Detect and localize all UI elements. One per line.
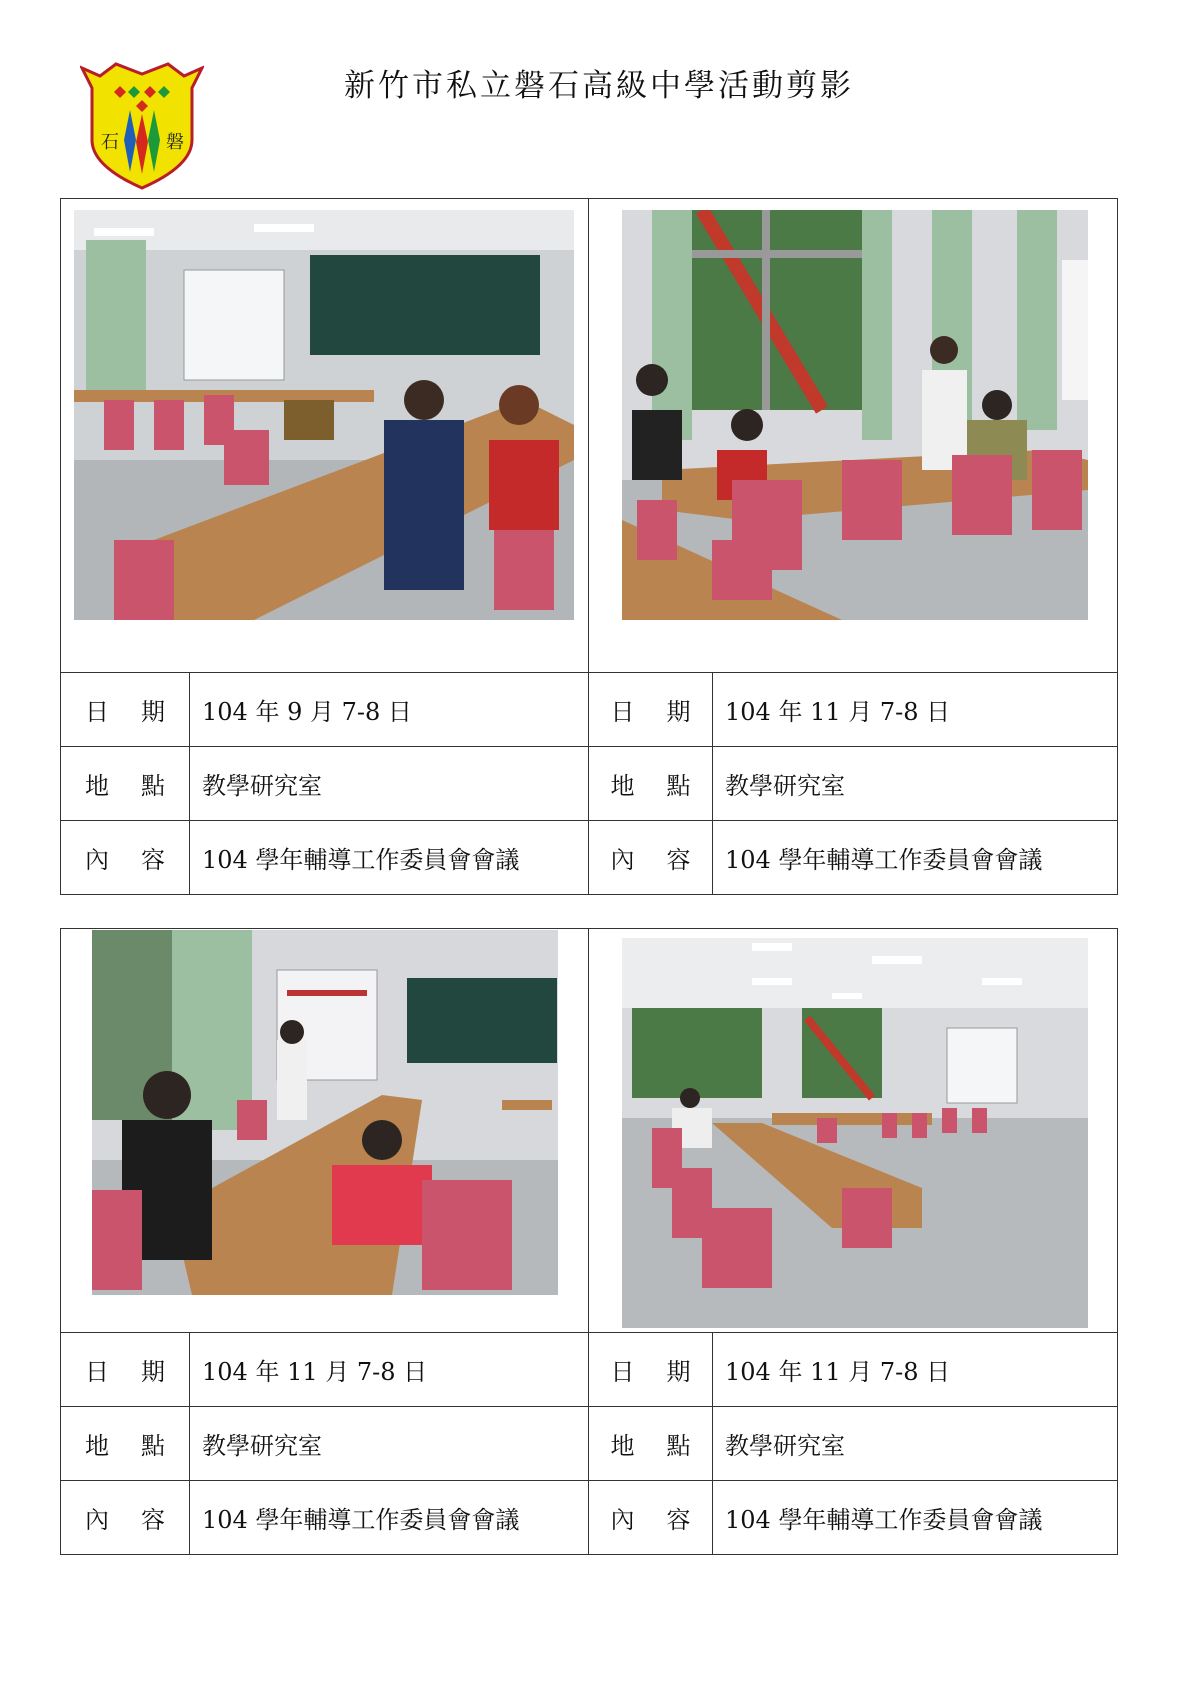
activity-table-1 [60, 198, 1118, 895]
content-label: 內 容 [589, 1481, 713, 1555]
place-value: 教學研究室 [190, 747, 589, 821]
content-value: 104 學年輔導工作委員會會議 [190, 821, 589, 895]
date-label: 日 期 [61, 1333, 190, 1407]
date-value: 104 年 11 月 7-8 日 [190, 1333, 589, 1407]
meeting-photo [92, 930, 558, 1295]
content-value: 104 學年輔導工作委員會會議 [713, 1481, 1118, 1555]
content-value: 104 學年輔導工作委員會會議 [190, 1481, 589, 1555]
date-value: 104 年 11 月 7-8 日 [713, 1333, 1118, 1407]
date-label: 日 期 [589, 1333, 713, 1407]
date-value: 104 年 9 月 7-8 日 [190, 673, 589, 747]
date-label: 日 期 [61, 673, 190, 747]
place-label: 地 點 [61, 1407, 190, 1481]
meeting-photo [74, 210, 574, 620]
page-title: 新竹市私立磐石高級中學活動剪影 [344, 68, 854, 104]
date-value: 104 年 11 月 7-8 日 [713, 673, 1118, 747]
place-label: 地 點 [589, 1407, 713, 1481]
place-value: 教學研究室 [713, 1407, 1118, 1481]
activity-table-2 [60, 928, 1118, 1555]
place-label: 地 點 [589, 747, 713, 821]
svg-text:磐: 磐 [166, 132, 184, 153]
content-label: 內 容 [61, 1481, 190, 1555]
svg-text:石: 石 [101, 132, 119, 153]
photo-cell [61, 929, 589, 1333]
photo-cell [61, 199, 589, 673]
place-label: 地 點 [61, 747, 190, 821]
content-value: 104 學年輔導工作委員會會議 [713, 821, 1118, 895]
content-label: 內 容 [589, 821, 713, 895]
meeting-photo [622, 938, 1088, 1328]
date-label: 日 期 [589, 673, 713, 747]
place-value: 教學研究室 [713, 747, 1118, 821]
content-label: 內 容 [61, 821, 190, 895]
meeting-photo [622, 210, 1088, 620]
photo-cell [589, 199, 1118, 673]
place-value: 教學研究室 [190, 1407, 589, 1481]
photo-cell [589, 929, 1118, 1333]
